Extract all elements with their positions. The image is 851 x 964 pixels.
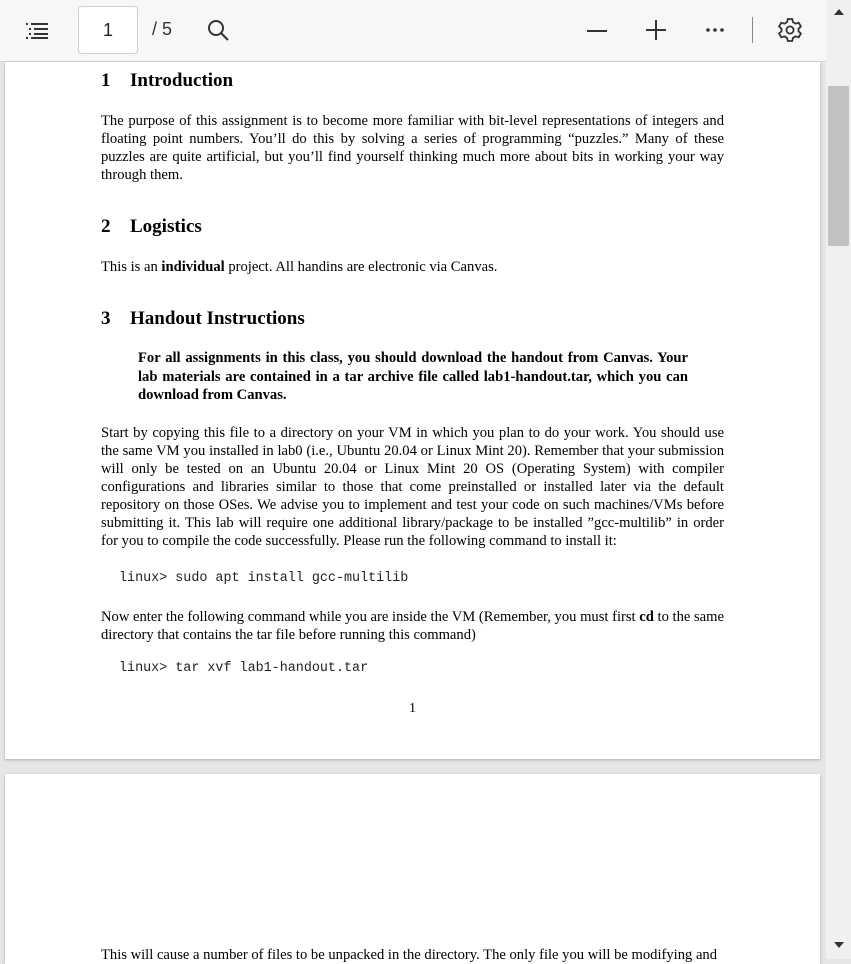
section-title: Introduction <box>130 70 234 91</box>
more-options-button[interactable] <box>700 14 730 46</box>
pdf-toolbar <box>0 0 826 62</box>
page-footer-number: 1 <box>409 701 416 716</box>
current-page-value: 1 <box>102 19 113 40</box>
total-pages-label: / 5 <box>152 19 173 39</box>
scrollbar-thumb[interactable] <box>828 86 849 246</box>
table-of-contents-button[interactable] <box>20 14 54 46</box>
zoom-in-icon <box>644 18 668 42</box>
section-number: 1 <box>101 70 111 91</box>
section-title: Logistics <box>130 216 202 237</box>
search-button[interactable] <box>203 14 233 46</box>
code-tar-command: linux> tar xvf lab1-handout.tar <box>119 661 369 676</box>
logistics-paragraph <box>101 258 724 276</box>
section-number: 3 <box>101 308 111 329</box>
section-title: Handout Instructions <box>130 308 305 329</box>
code-install-command: linux> sudo apt install gcc-multilib <box>119 571 409 586</box>
zoom-out-button[interactable] <box>582 14 612 46</box>
section-heading-handout <box>101 308 305 330</box>
vertical-scrollbar[interactable] <box>826 0 851 959</box>
logistics-bold: individual <box>161 259 225 275</box>
section-heading-introduction <box>101 70 233 92</box>
section-heading-logistics <box>101 216 202 238</box>
section-number: 2 <box>101 216 111 237</box>
scroll-up-icon <box>833 7 845 17</box>
search-icon <box>206 18 230 42</box>
enter-text-after: to the same directory that contains the tar file before running this command) <box>101 609 724 643</box>
toc-icon <box>24 20 50 40</box>
scroll-up-button[interactable] <box>826 2 851 22</box>
handout-callout: For all assignments in this class, you should download the handout from Canvas. Your lab materials are contained in a tar archive file called lab1-handout.tar, which you can download from Canvas. <box>138 350 688 403</box>
zoom-in-button[interactable] <box>641 14 671 46</box>
zoom-out-icon <box>585 18 609 42</box>
pdf-page-2 <box>5 774 820 964</box>
start-paragraph: Start by copying this file to a directory on your VM in which you plan to do your work. You should use the same VM you installed in lab0 (i.e., Ubuntu 20.04 or Linux Mint 20). Remember that your submission will only be tested on an Ubuntu 20.04 or Linux Mint 20 OS (Operating System) with compiler configurations and libraries similar to those that come preinstalled or installed later via the default repository on those OSes. We advise you to implement and test your code on such machines/VMs before submitting it. This lab will require one additional library/package to be installed ”gcc-multilib” in order for you to compile the code successfully. Please run the following command to install it: <box>101 425 724 549</box>
settings-button[interactable] <box>774 13 806 47</box>
scroll-down-icon <box>833 940 845 950</box>
scroll-down-button[interactable] <box>826 935 851 955</box>
logistics-text-before: This is an <box>101 259 162 275</box>
enter-text-before: Now enter the following command while you are inside the VM (Remember, you must first <box>101 609 640 625</box>
enter-bold-cd: cd <box>639 609 654 625</box>
settings-icon <box>776 16 804 44</box>
toolbar-divider <box>752 17 753 43</box>
page-number-input[interactable] <box>78 6 138 54</box>
page2-cutoff-text: This will cause a number of files to be unpacked in the directory. The only file you will be modifying and <box>101 947 718 963</box>
enter-command-paragraph <box>101 608 724 644</box>
logistics-text-after: project. All handins are electronic via Canvas. <box>224 259 498 275</box>
more-icon <box>703 18 727 42</box>
pdf-page-1 <box>5 62 820 759</box>
intro-paragraph: The purpose of this assignment is to become more familiar with bit-level representations of integers and floating point numbers. You’ll do this by solving a series of programming “puzzles.” Many of these puzzles are quite artificial, but you’ll find yourself thinking much more about bits in working your way through them. <box>101 113 724 183</box>
